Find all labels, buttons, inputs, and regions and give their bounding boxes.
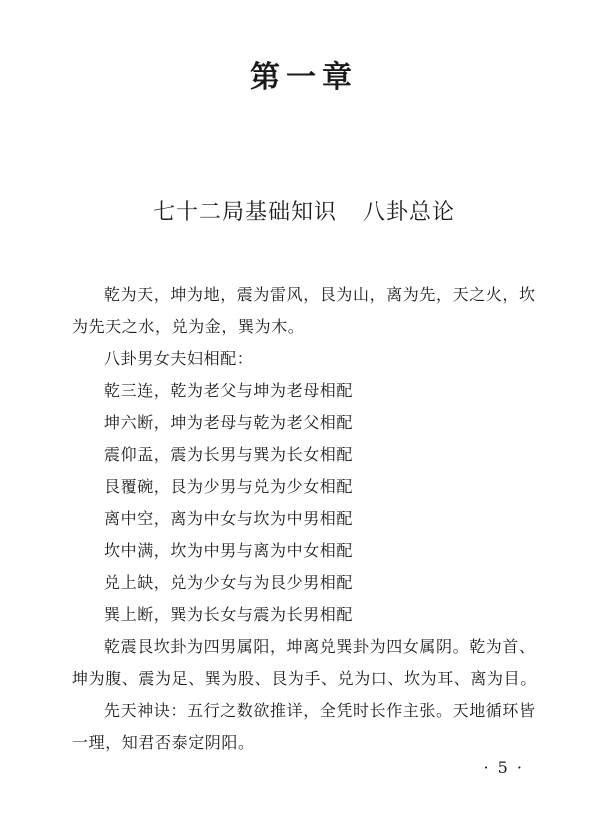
paragraph-intro: 乾为天，坤为地，震为雷风，艮为山，离为先，天之火，坎为先天之水，兑为金，巽为木。 [72,285,536,336]
paragraph-dui: 兑上缺，兑为少女与为艮少男相配 [104,573,354,592]
paragraph-pairing-heading: 八卦男女夫妇相配： [104,349,254,368]
paragraph-xun: 巽上断，巽为长女与震为长男相配 [104,605,354,624]
paragraph-zhen: 震仰盂，震为长男与巽为长女相配 [104,445,354,464]
paragraph-gen: 艮覆碗，艮为少男与兑为少女相配 [104,477,354,496]
paragraph-qian: 乾三连，乾为老父与坤为老母相配 [104,381,354,400]
paragraph-li: 离中空，离为中女与坎为中男相配 [104,509,354,528]
paragraph-kun: 坤六断，坤为老母与乾为老父相配 [104,413,354,432]
section-title [0,196,608,230]
paragraph-mnemonic: 先天神诀：五行之数欲推详，全凭时长作主张。天地循环皆一理，知君否泰定阴阳。 [72,701,536,752]
paragraph-kan: 坎中满，坎为中男与离为中女相配 [104,541,354,560]
section-title-main: 七十二局基础知识 [152,200,337,225]
paragraph-yin-yang: 乾震艮坎卦为四男属阳，坤离兑巽卦为四女属阴。乾为首、坤为腹、震为足、巽为股、艮为手、兑为口、坎为耳、离为目。 [72,637,537,688]
page-number: · 5 · [483,758,524,777]
chapter-title: 第一章 [250,60,358,95]
body-text [72,279,542,759]
section-title-sub: 八卦总论 [363,200,456,225]
